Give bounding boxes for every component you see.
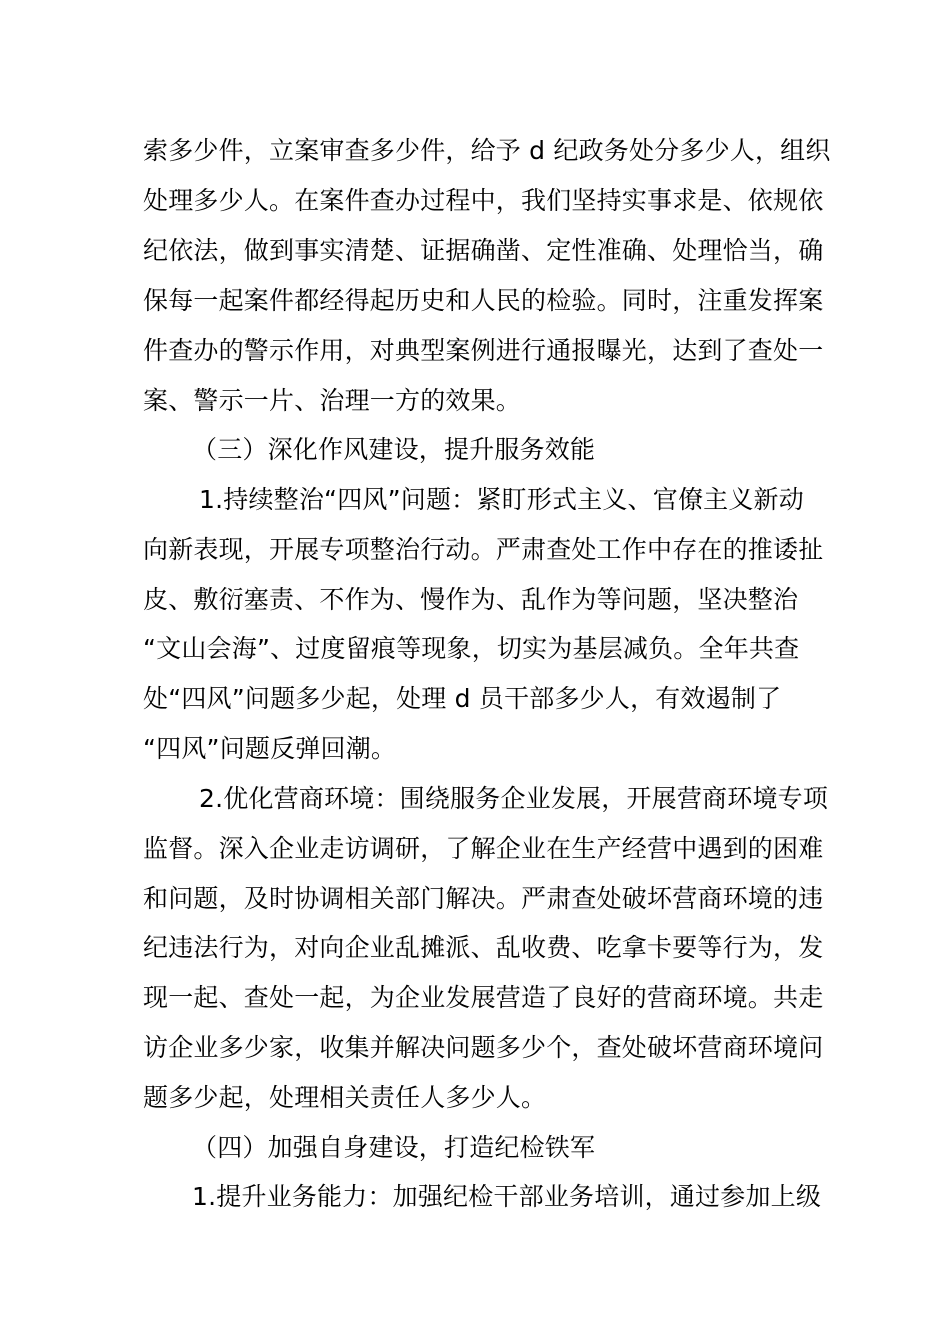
paragraph-line: 纪依法，做到事实清楚、证据确凿、定性准确、处理恰当，确	[143, 236, 824, 265]
paragraph-line: 监督。深入企业走访调研，了解企业在生产经营中遇到的困难	[143, 834, 824, 863]
paragraph-line: 访企业多少家，收集并解决问题多少个，查处破坏营商环境问	[143, 1033, 824, 1062]
paragraph-line: 保每一起案件都经得起历史和人民的检验。同时，注重发挥案	[143, 286, 824, 315]
paragraph-line: 纪违法行为，对向企业乱摊派、乱收费、吃拿卡要等行为，发	[143, 933, 824, 962]
paragraph-line: 2.优化营商环境：围绕服务企业发展，开展营商环境专项	[199, 784, 829, 813]
paragraph-line: 处“四风”问题多少起，处理 d 员干部多少人，有效遏制了	[143, 684, 782, 713]
paragraph-line: “文山会海”、过度留痕等现象，切实为基层减负。全年共查	[143, 634, 800, 663]
paragraph-line: 索多少件，立案审查多少件，给予 d 纪政务处分多少人，组织	[143, 136, 831, 165]
section-heading: （三）深化作风建设，提升服务效能	[192, 435, 596, 464]
paragraph-line: 题多少起，处理相关责任人多少人。	[143, 1083, 547, 1112]
paragraph-line: 件查办的警示作用，对典型案例进行通报曝光，达到了查处一	[143, 336, 824, 365]
paragraph-line: 现一起、查处一起，为企业发展营造了良好的营商环境。共走	[143, 983, 824, 1012]
paragraph-line: 1.提升业务能力：加强纪检干部业务培训，通过参加上级	[192, 1182, 822, 1211]
paragraph-line: 和问题，及时协调相关部门解决。严肃查处破坏营商环境的违	[143, 884, 824, 913]
section-heading: （四）加强自身建设，打造纪检铁军	[192, 1133, 596, 1162]
paragraph-line: 向新表现，开展专项整治行动。严肃查处工作中存在的推诿扯	[143, 535, 824, 564]
paragraph-line: 皮、敷衍塞责、不作为、慢作为、乱作为等问题，坚决整治	[143, 585, 799, 614]
paragraph-line: 处理多少人。在案件查办过程中，我们坚持实事求是、依规依	[143, 186, 824, 215]
paragraph-line: 案、警示一片、治理一方的效果。	[143, 386, 522, 415]
paragraph-line: 1.持续整治“四风”问题：紧盯形式主义、官僚主义新动	[199, 485, 804, 514]
paragraph-line: “四风”问题反弹回潮。	[143, 734, 397, 763]
